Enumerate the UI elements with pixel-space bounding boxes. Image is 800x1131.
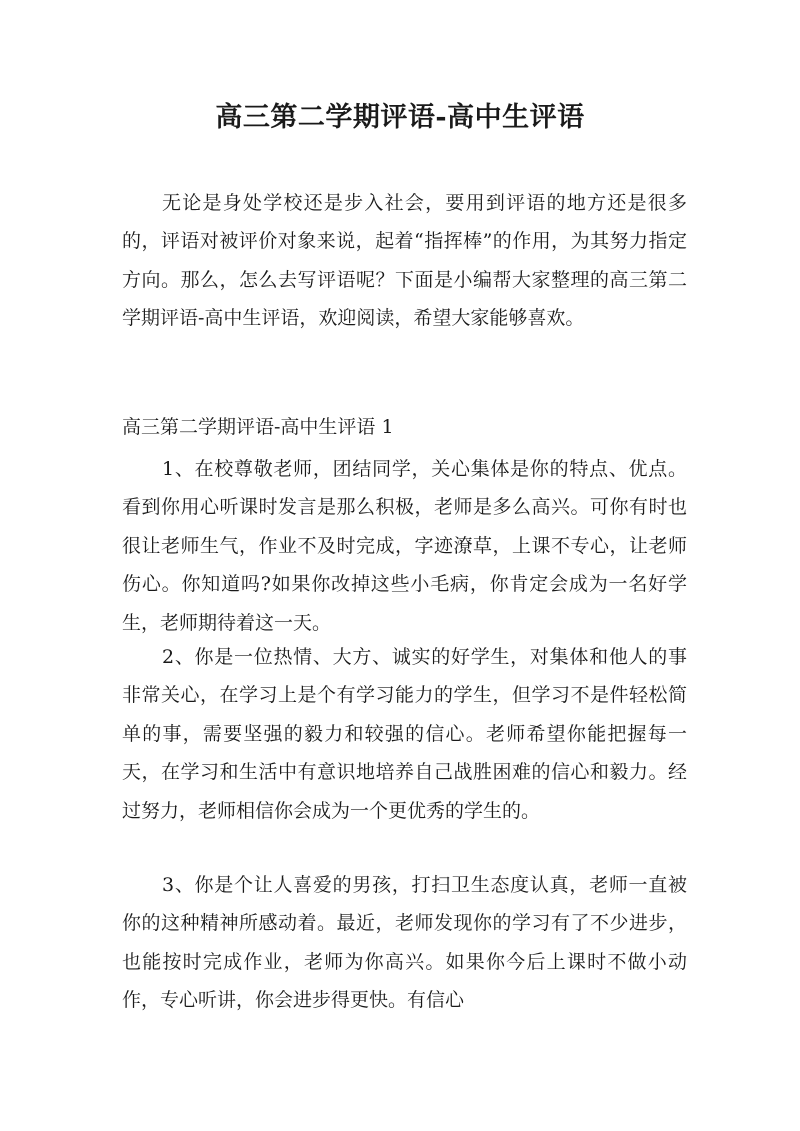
intro-paragraph: 无论是身处学校还是步入社会，要用到评语的地方还是很多的，评语对被评价对象来说，起着“指挥棒”的作用，为其努力指定方向。那么，怎么去写评语呢？下面是小编帮大家整理的高三第二学期评语-高中生评语，欢迎阅读，希望大家能够喜欢。: [122, 192, 687, 330]
document-title: 高三第二学期评语-高中生评语: [215, 102, 585, 133]
comment-paragraph-2: 2、你是一位热情、大方、诚实的好学生，对集体和他人的事非常关心，在学习上是个有学习能力的学生，但学习不是件轻松简单的事，需要坚强的毅力和较强的信心。老师希望你能把握每一天，在学习和生活中有意识地培养自己战胜困难的信心和毅力。经过努力，老师相信你会成为一个更优秀的学生的。: [122, 646, 687, 822]
comment-paragraph-3: 3、你是个让人喜爱的男孩，打扫卫生态度认真，老师一直被你的这种精神所感动着。最近，老师发现你的学习有了不少进步，也能按时完成作业，老师为你高兴。如果你今后上课时不做小动作，专心听讲，你会进步得更快。有信心: [122, 874, 687, 1012]
section-heading: 高三第二学期评语-高中生评语 1: [122, 416, 394, 438]
comment-paragraph-1: 1、在校尊敬老师，团结同学，关心集体是你的特点、优点。看到你用心听课时发言是那么积极，老师是多么高兴。可你有时也很让老师生气，作业不及时完成，字迹潦草，上课不专心，让老师伤心。你知道吗?如果你改掉这些小毛病，你肯定会成为一名好学生，老师期待着这一天。: [122, 458, 687, 634]
